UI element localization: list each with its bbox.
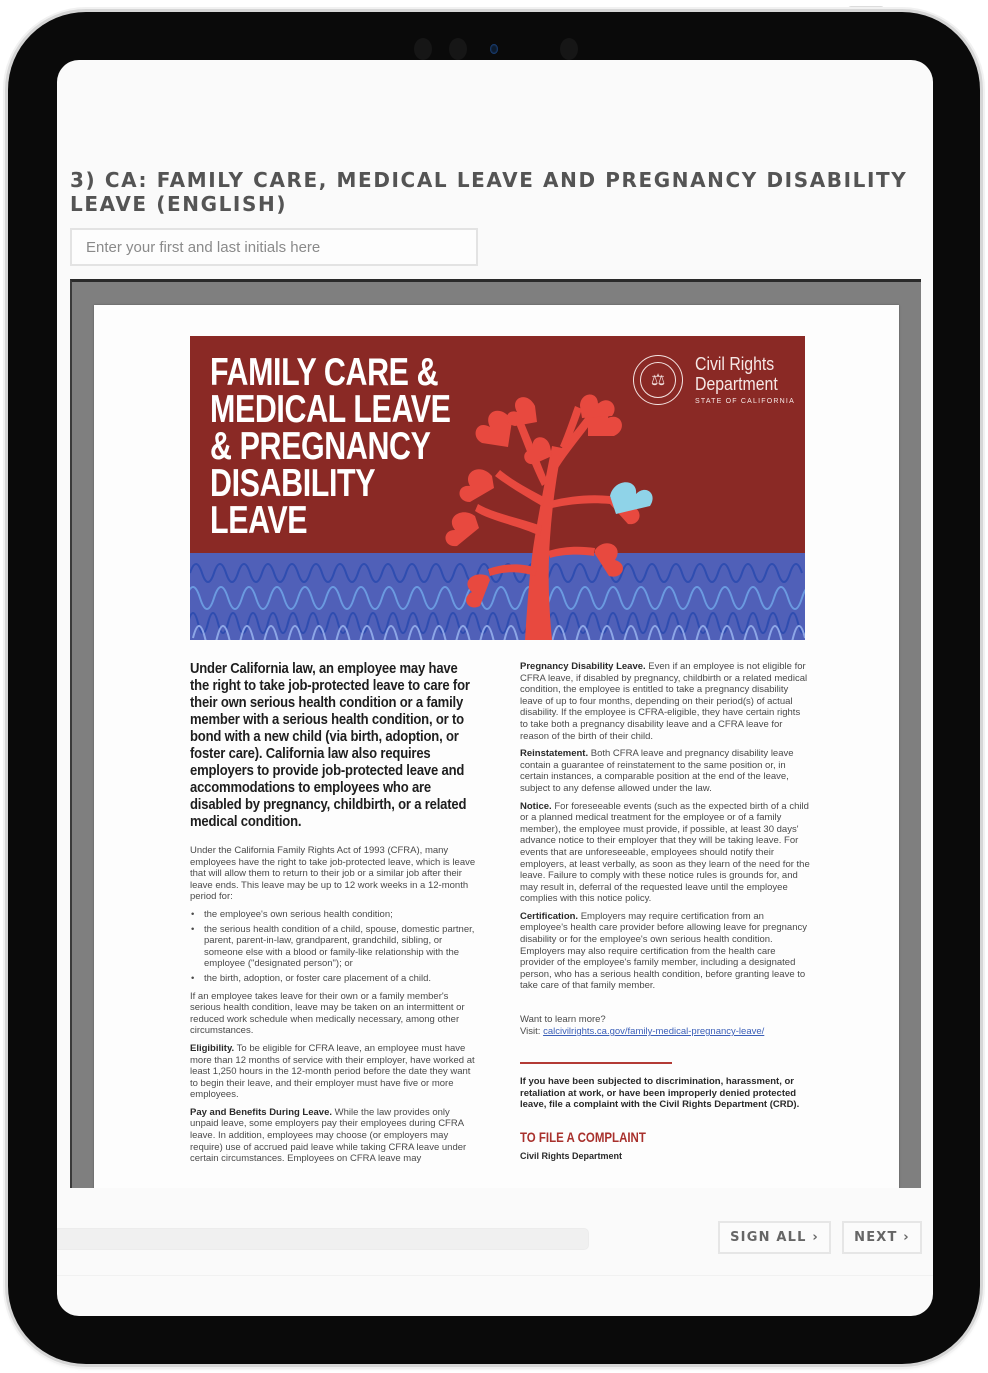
notice-text: For foreseeable events (such as the expected birth of a child or a planned medical treatment for the employee or of a family member), the employee must provide, if possible, at least 30 days' advance notice to their employer that they will be taking leave. For events that are unforeseeable, employees should notify their employers, at least verbally, as soon as they learn of the need for the leave. Failure to comply with these notice rules is grounds for, and may result in, deferral of the requested leave until the employee complies with this notice policy. bbox=[520, 800, 810, 905]
pay-benefits-text: While the law provides only unpaid leave, some employers pay their employees during CFRA leave. In addition, employees may choose (or employers may require) use of accrued paid leave while taking CFRA leave under certain circumstances. Employees on CFRA leave may bbox=[190, 1106, 467, 1165]
cfra-reasons-list bbox=[190, 909, 480, 985]
poster-banner bbox=[190, 336, 805, 640]
poster-title-line: LEAVE bbox=[210, 499, 308, 542]
app-screen bbox=[57, 60, 933, 1316]
initials-input[interactable] bbox=[70, 228, 478, 266]
scales-of-justice-icon: ⚖ bbox=[640, 362, 676, 398]
red-divider bbox=[520, 1062, 672, 1064]
cfra-intro: Under the California Family Rights Act of 1993 (CFRA), many employees have the right to take job-protected leave, which is leave that will allow them to return to their job or a similar job after their leave ends. This leave may be up to 12 work weeks in a 12-month period for: bbox=[190, 845, 476, 903]
pay-benefits-heading: Pay and Benefits During Leave. bbox=[190, 1106, 333, 1118]
crd-seal-icon bbox=[633, 355, 683, 405]
blue-heart-icon bbox=[610, 482, 653, 514]
pregnancy-paragraph bbox=[520, 661, 810, 742]
certification-paragraph bbox=[520, 911, 810, 992]
poster-title-line: DISABILITY bbox=[210, 462, 376, 505]
certification-heading: Certification. bbox=[520, 910, 579, 922]
poster-left-column bbox=[190, 661, 480, 1171]
footer-divider bbox=[57, 1275, 933, 1276]
sign-all-button[interactable]: SIGN ALL › bbox=[718, 1221, 831, 1254]
notice-heading: Notice. bbox=[520, 800, 552, 812]
visit-label: Visit: bbox=[520, 1026, 544, 1038]
crd-name-line2: Department bbox=[695, 374, 778, 394]
poster-title-line: & PREGNANCY bbox=[210, 425, 431, 468]
crd-subtitle: STATE OF CALIFORNIA bbox=[695, 398, 795, 405]
reinstatement-text: Both CFRA leave and pregnancy disability leave contain a guarantee of reinstatement to the same position or, in certain instances, a comparable position at the end of the leave, subject to any defense allowed under the law. bbox=[520, 748, 794, 794]
list-item: • the birth, adoption, or foster care placement of a child. bbox=[204, 973, 480, 985]
poster-right-column bbox=[520, 661, 810, 1161]
learn-more-question: Want to learn more? bbox=[520, 1014, 606, 1026]
sensor-icon bbox=[560, 38, 578, 60]
sensor-icon bbox=[414, 38, 432, 60]
list-item: • the employee's own serious health condition; bbox=[204, 909, 480, 921]
pdf-viewer[interactable] bbox=[70, 279, 921, 1188]
learn-more bbox=[520, 1014, 810, 1038]
poster-title-line: FAMILY CARE & bbox=[210, 351, 439, 394]
list-item: • the serious health condition of a child, spouse, domestic partner, parent, parent-in-law, grandparent, grandchild, sibling, or someone else with a blood or family-like relationship with the employee ("designated person"); or bbox=[204, 924, 480, 970]
reinstatement-heading: Reinstatement. bbox=[520, 748, 589, 760]
intermittent-paragraph: If an employee takes leave for their own or a family member's serious health condition, leave may be taken on an intermittent or reduced work schedule when medically necessary, among other circumstances. bbox=[190, 990, 465, 1037]
learn-more-link[interactable]: calcivilrights.ca.gov/family-medical-pregnancy-leave/ bbox=[543, 1026, 765, 1038]
complaint-heading: TO FILE A COMPLAINT bbox=[520, 1128, 646, 1145]
crd-logo bbox=[633, 354, 795, 405]
front-camera-icon bbox=[490, 44, 498, 54]
crd-name-line1: Civil Rights bbox=[695, 354, 775, 374]
eligibility-paragraph bbox=[190, 1043, 480, 1101]
pregnancy-heading: Pregnancy Disability Leave. bbox=[520, 661, 646, 672]
notice-paragraph bbox=[520, 801, 810, 905]
pay-benefits-paragraph bbox=[190, 1107, 480, 1165]
eligibility-heading: Eligibility. bbox=[190, 1042, 235, 1054]
progress-bar bbox=[57, 1228, 589, 1250]
lead-paragraph: Under California law, an employee may have the right to take job-protected leave to care for their own serious health condition or a family member with a serious health condition, or to bond with a new child (via birth, adoption, or foster care). California law also requires employers to provide job-protected leave and accommodations to employees who are disabled by pregnancy, childbirth, or a related medical condition. bbox=[190, 661, 470, 830]
next-button[interactable]: NEXT › bbox=[842, 1221, 922, 1254]
poster-title-line: MEDICAL LEAVE bbox=[210, 388, 451, 431]
reinstatement-paragraph bbox=[520, 748, 810, 794]
complaint-subheading: Civil Rights Department bbox=[520, 1150, 623, 1161]
pdf-page bbox=[94, 305, 899, 1188]
poster-title bbox=[210, 351, 451, 542]
eligibility-text: To be eligible for CFRA leave, an employee must have more than 12 months of service with their employer, have worked at least 1,250 hours in the 12-month period before the date they want to begin their leave, and their employer must have five or more employees. bbox=[190, 1042, 475, 1101]
complaint-note: If you have been subjected to discrimination, harassment, or retaliation at work, or have been improperly denied protected leave, file a complaint with the Civil Rights Department (CRD). bbox=[520, 1076, 800, 1111]
pregnancy-text: Even if an employee is not eligible for CFRA leave, if disabled by pregnancy, childbirth or a related medical condition, the employee is entitled to take a pregnancy disability leave of up to four months, depending on their period(s) of actual disability. If the employee is CFRA-eligible, they have certain rights to take both a pregnancy disability leave and a CFRA leave for reason of the birth of their child. bbox=[520, 661, 808, 742]
certification-text: Employers may require certification from an employee's health care provider before allowing leave for pregnancy disability or for the employee's own serious health condition. Employers may also require certification from the health care provider of the employee's family member, including a designated person, who has a serious health condition, before granting leave to take care of that family member. bbox=[520, 910, 807, 992]
document-title: 3) CA: FAMILY CARE, MEDICAL LEAVE AND PREGNANCY DISABILITY LEAVE (ENGLISH) bbox=[70, 168, 908, 216]
sensor-icon bbox=[449, 38, 467, 60]
